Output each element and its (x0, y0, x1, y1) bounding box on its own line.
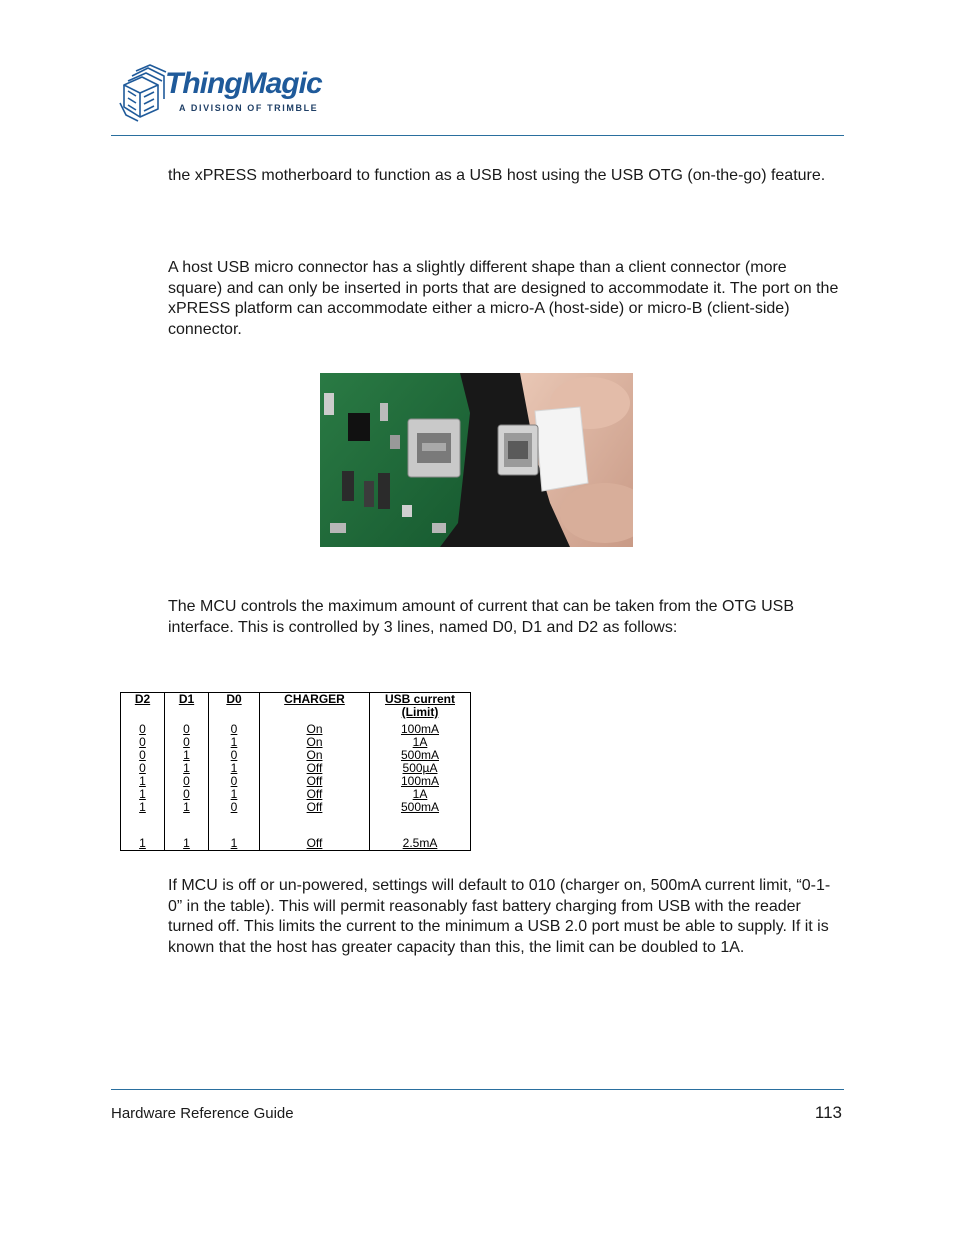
body-paragraph-2: A host USB micro connector has a slightly different shape than a client connector (more square) and can only be inserted in ports that are designed to accommodate it. The port on the xPRESS platform can accommodate either a micro-A (host-side) or micro-B (client-side) connector. (168, 259, 839, 338)
table-cell: On (260, 736, 370, 749)
table-header-d2: D2 (121, 693, 165, 724)
table-cell: Off (260, 801, 370, 837)
table-cell: 1 (165, 801, 209, 837)
usb-otg-connector-photo (320, 373, 633, 547)
table-cell: 2.5mA (370, 837, 471, 851)
table-cell: 1 (209, 736, 260, 749)
table-cell: 1 (165, 837, 209, 851)
table-cell: Off (260, 762, 370, 775)
thingmagic-logo (118, 63, 338, 125)
table-row (121, 837, 471, 851)
table-cell: 1 (165, 749, 209, 762)
table-header-row (121, 693, 471, 724)
table-cell: 100mA (370, 775, 471, 788)
table-cell: 0 (121, 723, 165, 736)
table-cell: 0 (209, 749, 260, 762)
table-cell: Off (260, 788, 370, 801)
table-header-charger: CHARGER (260, 693, 370, 724)
body-paragraph-1: the xPRESS motherboard to function as a USB host using the USB OTG (on-the-go) feature. (168, 167, 826, 184)
logo-wordmark: ThingMagic (165, 67, 322, 100)
table-cell: 0 (165, 736, 209, 749)
table-header-usb-current: USB current (Limit) (370, 693, 471, 724)
table-row (121, 801, 471, 837)
table-cell: 0 (165, 775, 209, 788)
table-cell: 0 (121, 762, 165, 775)
usb-current-table (120, 692, 471, 851)
table-cell: On (260, 749, 370, 762)
table-cell: 1 (121, 788, 165, 801)
cube-stack-icon (118, 63, 168, 125)
header-divider (111, 135, 844, 136)
table-cell: On (260, 723, 370, 736)
table-cell: 0 (165, 788, 209, 801)
table-cell: 500mA (370, 749, 471, 762)
page-number: 113 (814, 1103, 842, 1122)
table-cell: Off (260, 775, 370, 788)
table-cell: 1 (121, 775, 165, 788)
table-cell: 1 (165, 762, 209, 775)
body-paragraph-4: If MCU is off or un-powered, settings will default to 010 (charger on, 500mA current limit, “0-1-0” in the table). This will permit reasonably fast battery charging from USB with the reader turned off. This limits the current to the minimum a USB 2.0 port must be able to supply. If it is known that the host has greater capacity than this, the limit can be doubled to 1A. (168, 877, 831, 956)
footer-divider (111, 1089, 844, 1090)
footer-title: Hardware Reference Guide (111, 1105, 294, 1122)
table-cell: 0 (209, 723, 260, 736)
table-cell: 1 (209, 837, 260, 851)
table-cell: 1 (209, 762, 260, 775)
table-cell: 100mA (370, 723, 471, 736)
logo-tagline: A DIVISION OF TRIMBLE (179, 103, 319, 113)
table-cell: 1A (370, 788, 471, 801)
table-cell: Off (260, 837, 370, 851)
body-paragraph-3: The MCU controls the maximum amount of current that can be taken from the OTG USB interface. This is controlled by 3 lines, named D0, D1 and D2 as follows: (168, 598, 795, 636)
table-cell: 0 (121, 749, 165, 762)
table-cell: 0 (165, 723, 209, 736)
table-header-d0: D0 (209, 693, 260, 724)
table-cell: 500mA (370, 801, 471, 837)
table-cell: 1 (209, 788, 260, 801)
table-header-d1: D1 (165, 693, 209, 724)
table-cell: 0 (209, 801, 260, 837)
table-cell: 0 (121, 736, 165, 749)
table-cell: 1 (121, 801, 165, 837)
table-cell: 1 (121, 837, 165, 851)
table-cell: 1A (370, 736, 471, 749)
table-cell: 500µA (370, 762, 471, 775)
table-cell: 0 (209, 775, 260, 788)
